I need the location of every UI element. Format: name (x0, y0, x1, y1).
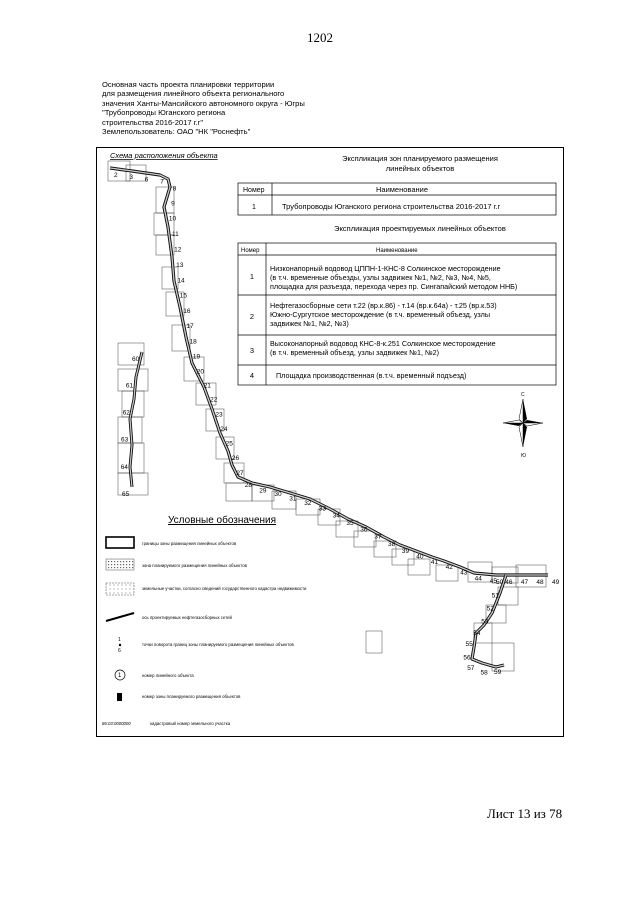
sheet-counter: Лист 13 из 78 (487, 806, 563, 821)
sheet-number-label: 21 (203, 382, 211, 390)
legend-item: земельные участки, согласно сведений государственного кадастра недвижимости (142, 586, 307, 591)
sheet-number-label: 43 (460, 569, 468, 577)
header-line: "Трубопроводы Юганского региона (102, 108, 226, 118)
sheet-number-label: 24 (220, 426, 228, 433)
header-line: Основная часть проекта планировки территории (102, 80, 275, 89)
map-frame-border (97, 148, 564, 737)
sheet-number-label: 42 (445, 564, 453, 572)
compass-north: С (521, 392, 525, 398)
sheet-number-label: 27 (236, 469, 244, 477)
sheet-number-label: 11 (172, 231, 179, 238)
sheet-number-label: 28 (244, 482, 253, 490)
legend-swatch-cadastral (106, 583, 134, 595)
sheet-number-label: 8 (172, 185, 177, 193)
objects-row-number: 1 (249, 272, 255, 281)
sheet-number-label: 47 (520, 579, 529, 586)
compass-south: Ю (521, 453, 527, 459)
sheet-number-label: 20 (196, 368, 205, 376)
map-sheet (96, 147, 564, 737)
sheet-number-label: 23 (215, 411, 223, 419)
legend-swatch-zone-number (117, 693, 122, 701)
legend-title: Условные обозначения (168, 515, 277, 526)
objects-row-line: (в т.ч. временный объезд, узлы задвижек №1, №2) (270, 348, 440, 357)
sheet-number-label: 51 (491, 592, 499, 600)
sheet-number-label: 37 (374, 533, 382, 541)
sheet-number-label: 50 (496, 579, 504, 586)
sheet-number-label: 15 (179, 292, 188, 300)
sheet-number-label: 26 (231, 454, 240, 462)
sheet-number-label: 64 (120, 463, 128, 471)
sheet-number-label: 30 (274, 491, 282, 499)
sheet-number-label: 16 (183, 307, 191, 315)
objects-row-line: Низконапорный водовод ЦППН-1-КНС-8 Солкинское месторождение (270, 264, 501, 273)
sheet-number-label: 35 (346, 519, 354, 527)
sheet-number-label: 61 (125, 382, 134, 390)
sheet-number-label: 33 (318, 505, 327, 513)
document-header (102, 80, 402, 136)
sheet-number-label: 7 (160, 178, 164, 186)
sheet-number-label: 36 (360, 526, 368, 534)
legend-cadastral-sample: 86:03:0000000 (102, 721, 131, 726)
objects-row-line: задвижек №1, №2, №3) (270, 319, 349, 328)
sheet-number-label: 54 (473, 629, 481, 637)
sheet-number-label: 17 (186, 323, 194, 331)
sheet-number-label: 41 (430, 559, 439, 567)
sheet-number-label: 49 (552, 579, 560, 586)
header-line: Землепользователь: ОАО "НК "Роснефть" (102, 127, 251, 137)
sheet-number-label: 45 (489, 578, 498, 586)
legend-item: номер линейного объекта (142, 673, 194, 678)
objects-row-line: (в т.ч. временные объезды, узлы задвижек №1, №2, №3, №4, №5, (270, 273, 491, 282)
objects-row-line: Южно-Сургутское месторождение (в т.ч. временный объезд, узлы (270, 310, 491, 319)
sheet-number-label: 29 (259, 487, 267, 495)
legend-item: ось проектируемых нефтегазосборных сетей (142, 615, 232, 620)
header-line: значения Ханты-Мансийского автономного округа - Югры (102, 98, 305, 108)
sheet-number-label: 22 (210, 396, 218, 404)
zones-table-title: Экспликация зон планируемого размещения (342, 154, 498, 163)
sheet-number-label: 31 (289, 495, 297, 503)
sheet-number-label: 34 (332, 512, 340, 520)
objects-header-name: Наименование (376, 248, 418, 254)
sheet-number-label: 46 (505, 579, 513, 586)
sheet-number-label: 52 (486, 605, 494, 613)
zones-row-number: 1 (252, 204, 256, 211)
sheet-number-label: 14 (177, 277, 185, 285)
legend-point-label: 6 (118, 648, 121, 654)
sheet-number-label: 44 (474, 575, 482, 583)
sheet-number-label: 13 (176, 261, 184, 269)
objects-row-line: площадка для разъезда, перехода через пр. Сингапайский методом ННБ) (270, 282, 518, 291)
sheet-number-label: 59 (494, 669, 502, 676)
legend-object-number: 1 (118, 673, 122, 679)
sheet-number-label: 2 (114, 172, 118, 179)
objects-row-line: Нефтегазосборные сети т.22 (вр.к.86) - т.14 (вр.к.64а) - т.25 (вр.к.53) (270, 301, 497, 310)
sheet-number-label: 62 (122, 409, 130, 417)
legend-item: номер зоны планируемого размещения объектов (142, 694, 241, 699)
sheet-number-label: 56 (463, 654, 471, 662)
legend-item: границы зоны размещения линейных объектов (142, 541, 237, 546)
objects-row-number: 4 (249, 371, 255, 380)
legend-item: зона планируемого размещения линейных объектов (142, 563, 247, 568)
zones-row-name: Трубопроводы Юганского региона строительства 2016-2017 г.г (282, 202, 501, 211)
sheet-number-label: 12 (174, 246, 182, 254)
zones-header-name: Наименование (376, 185, 428, 194)
sheet-number-label: 65 (122, 491, 130, 498)
sheet-number-label: 57 (467, 665, 475, 673)
sheet-number-label: 32 (304, 500, 312, 508)
sheet-number-label: 48 (536, 579, 544, 586)
sheet-number-label: 3 (129, 174, 134, 182)
zones-header-number: Номер (243, 187, 265, 194)
sheet-number-label: 38 (388, 541, 396, 548)
legend-point-label: 1 (118, 637, 121, 643)
header-line: строительства 2016-2017 г.г" (102, 117, 204, 127)
sheet-number-label: 63 (121, 436, 129, 444)
sheet-number-label: 9 (171, 200, 175, 208)
objects-row-line: Площадка производственная (в.т.ч. временный подъезд) (276, 371, 467, 380)
sheet-number-label: 6 (144, 176, 149, 184)
sheet-number-label: 58 (480, 669, 488, 677)
sheet-number-label: 25 (225, 440, 233, 448)
sheet-number-label: 10 (168, 215, 177, 223)
sheet-number-label: 39 (401, 547, 410, 555)
inset-title: Схема расположения объекта (110, 151, 218, 160)
objects-row-number: 2 (249, 312, 255, 321)
objects-row-number: 3 (249, 346, 255, 355)
page-number: 1202 (307, 30, 333, 45)
legend-swatch-point (119, 644, 121, 646)
objects-header-number: Номер (241, 248, 260, 254)
legend-item: точки поворота границ зоны планируемого размещения линейных объектов (142, 642, 294, 647)
legend-swatch-zone-area (106, 559, 134, 570)
sheet-number-label: 55 (465, 640, 473, 648)
sheet-number-label: 60 (132, 356, 140, 363)
legend-item: кадастровый номер земельного участка (150, 721, 231, 726)
sheet-number-label: 18 (189, 338, 197, 346)
sheet-number-label: 53 (481, 618, 489, 626)
objects-row-line: Высоконапорный водовод КНС-8-к.251 Солкинское месторождение (270, 339, 496, 348)
header-line: для размещения линейного объекта регионального (102, 89, 285, 99)
objects-table-title: Экспликация проектируемых линейных объектов (334, 224, 506, 233)
sheet-number-label: 19 (192, 353, 201, 361)
map-canvas (96, 147, 564, 737)
sheet-number-label: 40 (416, 553, 424, 561)
zones-table-title: линейных объектов (385, 164, 455, 173)
